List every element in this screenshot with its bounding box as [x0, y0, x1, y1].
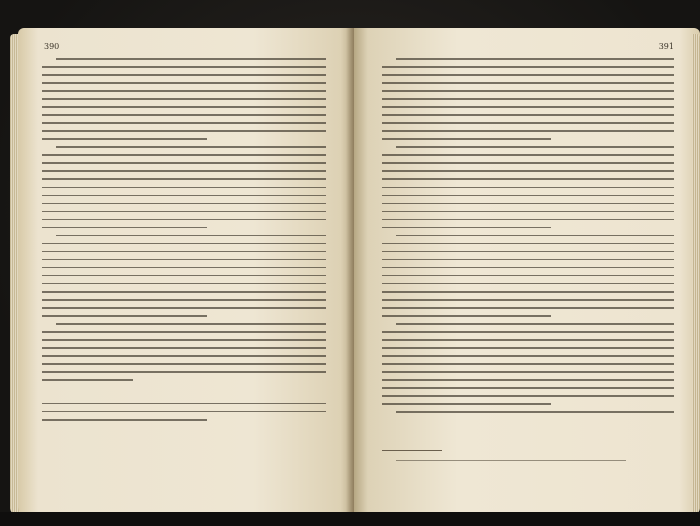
text-line [42, 267, 326, 269]
text-line [396, 58, 674, 60]
text-line [382, 355, 674, 357]
text-line [42, 307, 326, 309]
text-line [382, 371, 674, 373]
footnote-text [396, 460, 626, 461]
text-line [56, 146, 326, 148]
text-line [42, 90, 326, 92]
text-line [382, 243, 674, 245]
text-line [382, 347, 674, 349]
text-line [382, 138, 551, 140]
text-line [42, 66, 326, 68]
text-line [42, 315, 207, 317]
text-line [42, 347, 326, 349]
table-edge [0, 512, 700, 526]
left-page-number: 390 [44, 42, 60, 51]
text-line [382, 299, 674, 301]
text-line [382, 219, 674, 221]
text-line [382, 387, 674, 389]
text-line [382, 203, 674, 205]
text-line [42, 251, 326, 253]
text-line [382, 162, 674, 164]
text-line [42, 211, 326, 213]
left-page-body-text [42, 58, 326, 427]
text-line [382, 98, 674, 100]
text-line [42, 219, 326, 221]
text-line [42, 203, 326, 205]
text-line [42, 162, 326, 164]
text-line [382, 195, 674, 197]
text-line [42, 371, 326, 373]
text-line [382, 379, 674, 381]
text-line [382, 178, 674, 180]
text-line [42, 283, 326, 285]
text-line [42, 187, 326, 189]
text-line [382, 259, 674, 261]
text-line [382, 122, 674, 124]
text-line [382, 66, 674, 68]
text-line [56, 58, 326, 60]
text-line [382, 251, 674, 253]
text-line [382, 283, 674, 285]
text-line [382, 154, 674, 156]
text-line [42, 82, 326, 84]
text-line [42, 259, 326, 261]
text-line [382, 114, 674, 116]
text-line [382, 74, 674, 76]
text-line [42, 170, 326, 172]
text-line [42, 114, 326, 116]
text-line [382, 130, 674, 132]
text-line [382, 339, 674, 341]
right-page-body-text [382, 58, 674, 419]
text-line [42, 419, 207, 421]
text-line [42, 411, 326, 413]
text-line [396, 323, 674, 325]
page-edges-right [692, 34, 700, 514]
text-line [382, 275, 674, 277]
text-line [42, 355, 326, 357]
text-line [56, 235, 326, 237]
text-line [382, 315, 551, 317]
text-line [382, 106, 674, 108]
text-line [42, 98, 326, 100]
text-line [382, 82, 674, 84]
text-line [42, 195, 326, 197]
text-line [382, 331, 674, 333]
text-line [42, 379, 133, 381]
text-line [382, 211, 674, 213]
text-line [42, 227, 207, 229]
text-line [382, 187, 674, 189]
text-line [42, 74, 326, 76]
text-line [42, 331, 326, 333]
text-line [42, 122, 326, 124]
text-line [42, 154, 326, 156]
text-line [42, 138, 207, 140]
right-page-number: 391 [658, 42, 674, 51]
text-line [382, 403, 551, 405]
text-line [42, 130, 326, 132]
text-line [382, 90, 674, 92]
text-line [382, 267, 674, 269]
text-line [42, 339, 326, 341]
text-line [56, 323, 326, 325]
text-line [42, 243, 326, 245]
text-line [382, 363, 674, 365]
text-line [396, 146, 674, 148]
text-line [382, 307, 674, 309]
text-line [396, 411, 674, 413]
text-line [42, 299, 326, 301]
text-line [382, 395, 674, 397]
text-line [382, 227, 551, 229]
open-book [10, 20, 700, 516]
left-page [18, 28, 354, 516]
text-line [42, 178, 326, 180]
right-page [354, 28, 700, 516]
text-line [42, 403, 326, 405]
text-line [382, 291, 674, 293]
text-line [42, 275, 326, 277]
text-line [42, 106, 326, 108]
text-line [396, 235, 674, 237]
text-line [42, 291, 326, 293]
footnote-rule [382, 450, 442, 451]
text-line [382, 170, 674, 172]
text-line [42, 363, 326, 365]
